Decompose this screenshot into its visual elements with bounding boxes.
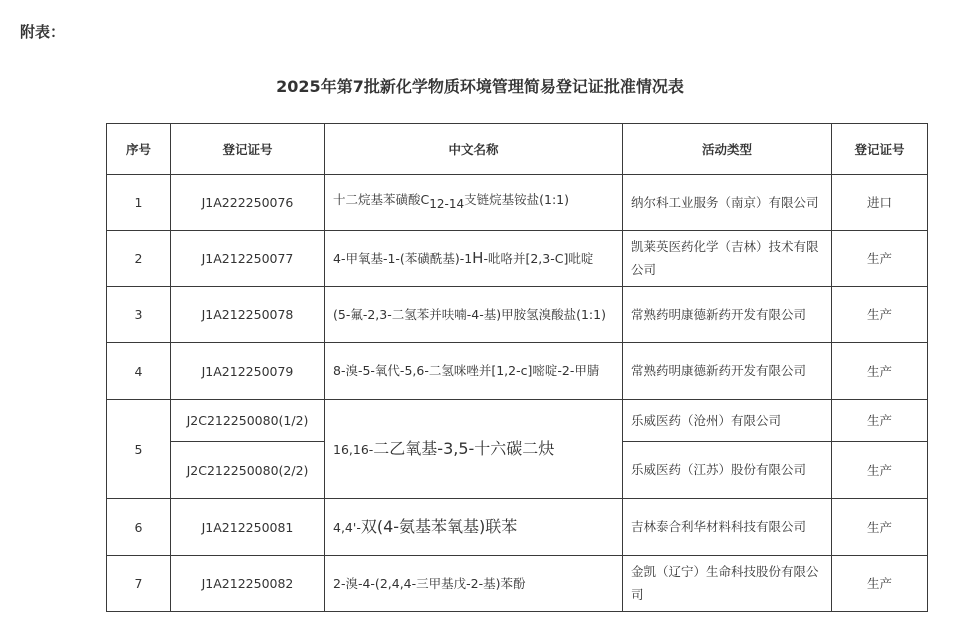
row-chinese-name <box>325 231 623 287</box>
row-chinese-name <box>325 400 623 499</box>
row-company: 凯莱英医药化学（吉林）技术有限公司 <box>623 231 832 287</box>
table-row <box>107 175 928 231</box>
table-row <box>107 400 928 442</box>
row-company: 吉林泰合利华材料科技有限公司 <box>623 499 832 556</box>
row-serial-no: 5 <box>107 400 171 499</box>
row-cert-no: J1A212250077 <box>171 231 325 287</box>
table-row <box>107 287 928 343</box>
name-part: 支链烷基铵盐(1:1) <box>464 192 569 207</box>
name-part-large: 双(4-氨基苯氧基)联苯 <box>360 516 518 536</box>
header-serial-no: 序号 <box>107 124 171 175</box>
row-serial-no: 6 <box>107 499 171 556</box>
name-part: 4,4'- <box>333 519 361 535</box>
header-chinese-name: 中文名称 <box>325 124 623 175</box>
row-cert-no: J1A212250081 <box>171 499 325 556</box>
name-part: 16,16- <box>333 441 374 457</box>
document-title: 2025年第7批新化学物质环境管理简易登记证批准情况表 <box>276 77 684 96</box>
row-company: 乐威医药（沧州）有限公司 <box>623 400 832 442</box>
name-part: -吡咯并[2,3-C]吡啶 <box>483 250 594 266</box>
name-subscript: 12-14 <box>429 197 465 211</box>
attachment-label: 附表： <box>20 23 66 41</box>
row-chinese-name <box>325 499 623 556</box>
row-cert-no: J1A212250078 <box>171 287 325 343</box>
row-company: 金凯（辽宁）生命科技股份有限公司 <box>623 556 832 612</box>
row-cert-no: J2C212250080(1/2) <box>171 400 325 442</box>
name-part-large: H <box>472 248 484 267</box>
row-chinese-name <box>325 175 623 231</box>
row-cert-no: J1A212250082 <box>171 556 325 612</box>
row-cert-no: J1A212250079 <box>171 343 325 400</box>
row-activity-type: 进口 <box>832 175 928 231</box>
row-cert-no: J1A222250076 <box>171 175 325 231</box>
name-part: 4-甲氧基-1-(苯磺酰基)-1 <box>333 250 473 266</box>
table-row <box>107 343 928 400</box>
row-activity-type: 生产 <box>832 287 928 343</box>
row-activity-type: 生产 <box>832 400 928 442</box>
header-cert-type: 登记证号 <box>832 124 928 175</box>
row-chinese-name: 8-溴-5-氧代-5,6-二氢咪唑并[1,2-c]嘧啶-2-甲腈 <box>325 343 623 400</box>
table-row <box>107 556 928 612</box>
table-row <box>107 499 928 556</box>
row-serial-no: 1 <box>107 175 171 231</box>
row-chinese-name: (5-氟-2,3-二氢苯并呋喃-4-基)甲胺氢溴酸盐(1:1) <box>325 287 623 343</box>
row-company: 常熟药明康德新药开发有限公司 <box>623 343 832 400</box>
header-activity-type: 活动类型 <box>623 124 832 175</box>
row-serial-no: 7 <box>107 556 171 612</box>
name-part-large: 二乙氧基-3,5-十六碳二炔 <box>373 438 555 458</box>
row-company: 常熟药明康德新药开发有限公司 <box>623 287 832 343</box>
row-company: 乐威医药（江苏）股份有限公司 <box>623 442 832 499</box>
name-part: 十二烷基苯磺酸C <box>333 192 430 207</box>
row-activity-type: 生产 <box>832 343 928 400</box>
row-activity-type: 生产 <box>832 556 928 612</box>
table-header-row <box>107 124 928 175</box>
row-chinese-name: 2-溴-4-(2,4,4-三甲基戊-2-基)苯酚 <box>325 556 623 612</box>
table-row <box>107 231 928 287</box>
row-company: 纳尔科工业服务（南京）有限公司 <box>623 175 832 231</box>
row-cert-no: J2C212250080(2/2) <box>171 442 325 499</box>
header-cert-no: 登记证号 <box>171 124 325 175</box>
row-activity-type: 生产 <box>832 499 928 556</box>
row-serial-no: 2 <box>107 231 171 287</box>
row-activity-type: 生产 <box>832 442 928 499</box>
registration-table <box>106 123 928 612</box>
row-serial-no: 4 <box>107 343 171 400</box>
row-activity-type: 生产 <box>832 231 928 287</box>
row-serial-no: 3 <box>107 287 171 343</box>
